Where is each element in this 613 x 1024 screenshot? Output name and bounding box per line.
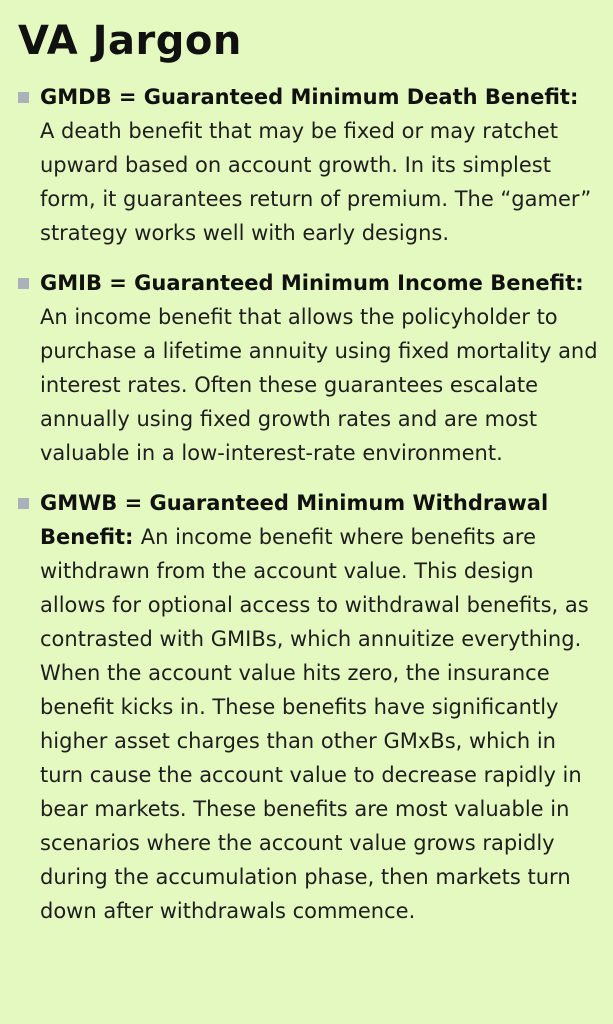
glossary-term: GMWB = Guaranteed Minimum Withdrawal Benefit: — [40, 491, 549, 549]
glossary-entry-gmdb — [18, 80, 599, 250]
glossary-definition: An income benefit that allows the policyholder to purchase a lifetime annuity using fixed mortality and interest rates. Often these guarantees escalate annually using fixed growth rates and are most valuable in a low-interest-rate environment. — [40, 305, 598, 465]
glossary-definition: An income benefit where benefits are withdrawn from the account value. This design allows for optional access to withdrawal benefits, as contrasted with GMIBs, which annuitize everything. When the account value hits zero, the insurance benefit kicks in. These benefits have significantly higher asset charges than other GMxBs, which in turn cause the account value to decrease rapidly in bear markets. These benefits are most valuable in scenarios where the account value grows rapidly during the accumulation phase, then markets turn down after withdrawals commence. — [40, 525, 589, 923]
square-bullet-icon — [18, 498, 29, 509]
glossary-term: GMIB = Guaranteed Minimum Income Benefit: — [40, 271, 584, 295]
glossary-list — [18, 80, 599, 928]
glossary-entry-gmwb — [18, 486, 599, 928]
sidebar-title: VA Jargon — [18, 18, 242, 64]
glossary-definition: A death benefit that may be fixed or may ratchet upward based on account growth. In its simplest form, it guarantees return of premium. The “gamer” strategy works well with early designs. — [40, 119, 592, 245]
glossary-entry-gmib — [18, 266, 599, 470]
glossary-term: GMDB = Guaranteed Minimum Death Benefit: — [40, 85, 579, 109]
square-bullet-icon — [18, 278, 29, 289]
square-bullet-icon — [18, 92, 29, 103]
